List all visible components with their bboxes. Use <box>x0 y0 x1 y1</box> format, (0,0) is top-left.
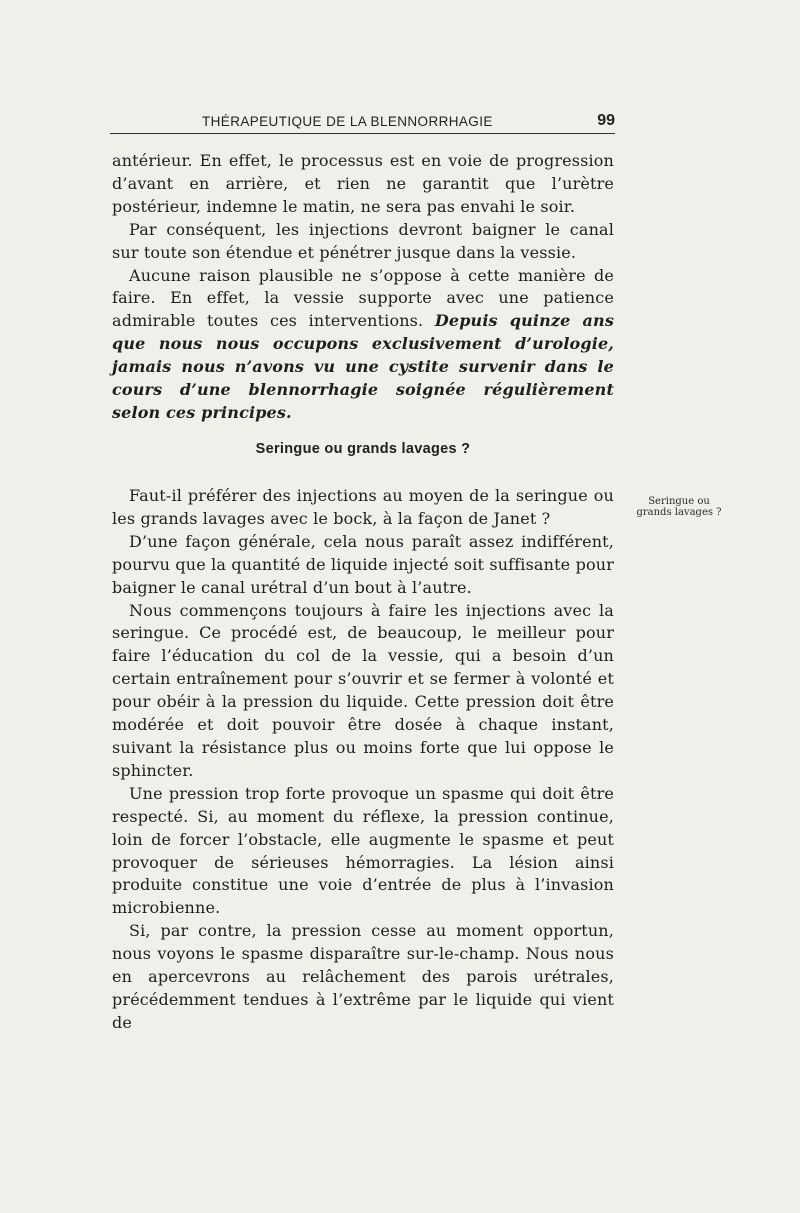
paragraph: Une pression trop forte provoque un spasme qui doit être respecté. Si, au moment du réflexe, la pression continue, loin de forcer l’obstacle, elle augmente le spasme et peut provoquer de sérieuses hémorragies. La lésion ainsi produite constitue une voie d’entrée de plus à l’invasion microbienne. <box>112 783 614 918</box>
emphasized-text: Depuis quinze ans que nous nous occupons exclusivement d’urologie, jamais nous n’avons vu une cystite survenir dans le cours d’une blennorrhagie soignée régulièrement selon ces principes. <box>112 311 614 422</box>
paragraph: D’une façon générale, cela nous paraît assez indifférent, pourvu que la quantité de liquide injecté soit suffisante pour baigner le canal urétral d’un bout à l’autre. <box>112 531 614 597</box>
running-title: THÉRAPEUTIQUE DE LA BLENNORRHAGIE <box>202 114 493 129</box>
paragraph: Par conséquent, les injections devront baigner le canal sur toute son étendue et pénétrer jusque dans la vessie. <box>112 219 614 262</box>
page-number: 99 <box>597 112 615 129</box>
paragraph <box>112 265 614 425</box>
paragraph: Nous commençons toujours à faire les injections avec la seringue. Ce procédé est, de beaucoup, le meilleur pour faire l’éducation du col de la vessie, qui a besoin d’un certain entraînement pour s’ouvrir et se fermer à volonté et pour obéir à la pression du liquide. Cette pression doit être modérée et doit pouvoir être dosée à chaque instant, suivant la résistance plus ou moins forte que lui oppose le sphincter. <box>112 600 614 780</box>
paragraph-text: Aucune raison plausible ne s’oppose à cette manière de faire. En effet, la vessie supporte avec une patience admirable toutes ces interventions. <box>112 265 614 331</box>
section-heading: Seringue ou grands lavages ? <box>255 441 471 457</box>
margin-note <box>624 496 734 518</box>
margin-note-line: grands lavages ? <box>636 507 722 518</box>
paragraph: antérieur. En effet, le processus est en voie de progression d’avant en arrière, et rien ne garantit que l’urètre postérieur, indemne le matin, ne sera pas envahi le soir. <box>112 151 614 216</box>
paragraph: Si, par contre, la pression cesse au moment opportun, nous voyons le spasme disparaître sur-le-champ. Nous nous en apercevrons au relâchement des parois urétrales, précédemment tendues à l’extrême par le liquide qui vient de <box>112 921 614 1032</box>
margin-note-line: Seringue ou <box>648 496 710 507</box>
paragraph: Faut-il préférer des injections au moyen de la seringue ou les grands lavages avec le bock, à la façon de Janet ? <box>112 486 614 528</box>
body-text-upper <box>112 150 614 425</box>
body-text-lower <box>112 485 614 1035</box>
header-rule <box>110 133 615 134</box>
